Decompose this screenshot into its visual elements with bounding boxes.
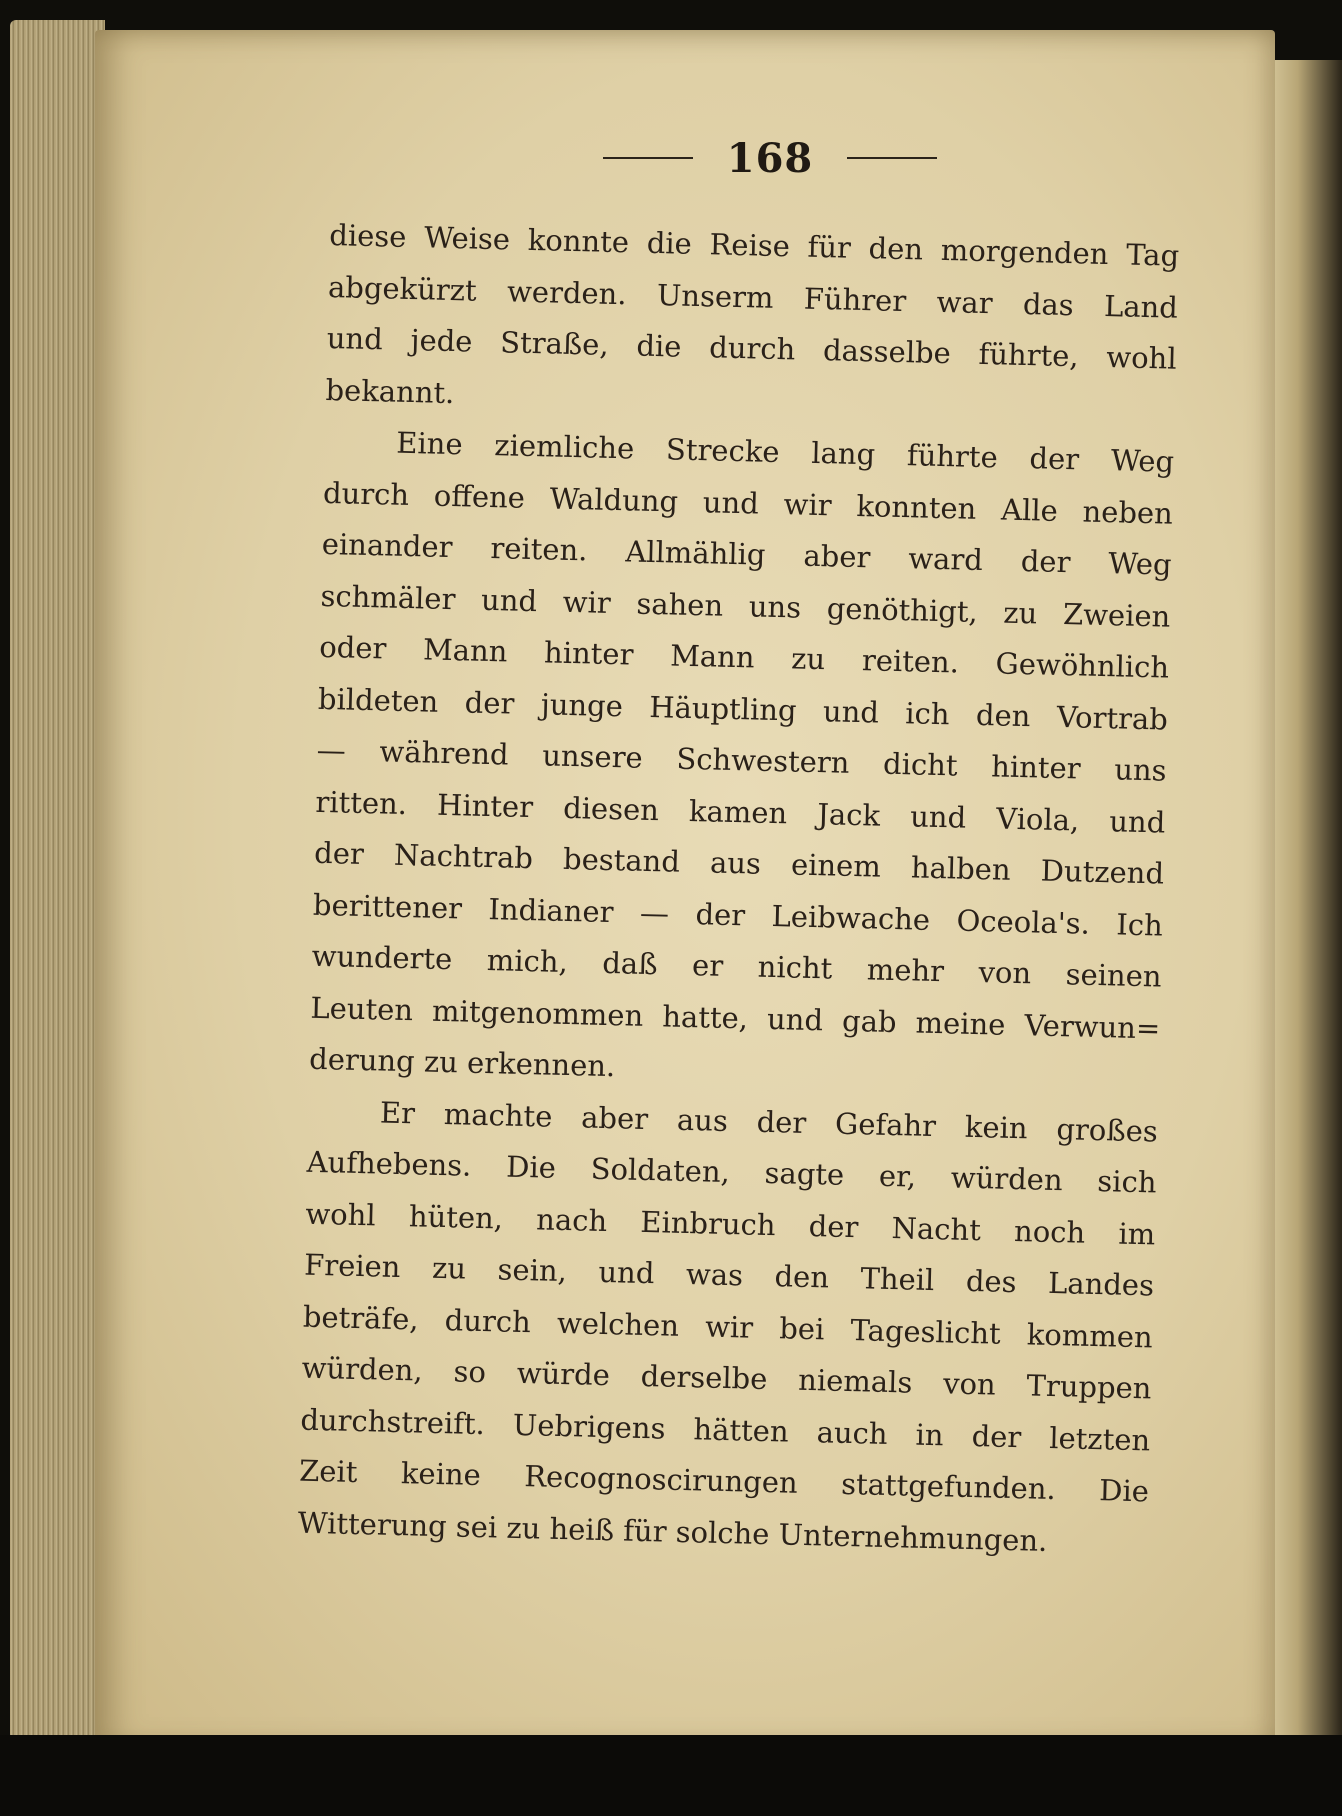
text-line: Zeit keine Recognoscirungen stattgefunden. Die xyxy=(298,1453,1150,1509)
text-line: wohl hüten, nach Einbruch der Nacht noch im xyxy=(305,1196,1156,1251)
paragraph xyxy=(297,1085,1158,1569)
text-line: — während unsere Schwestern dicht hinter uns xyxy=(316,732,1167,788)
background-shadow xyxy=(0,1735,1342,1816)
text-line: bildeten der junge Häuptling und ich den Vortrab xyxy=(317,681,1169,737)
text-line: schmäler und wir sahen uns genöthigt, zu Zweien xyxy=(320,578,1171,634)
text-line: durchstreift. Uebrigens hätten auch in der letzten xyxy=(300,1402,1151,1457)
text-line: berittener Indianer — der Leibwache Oceola's. Ich xyxy=(312,887,1164,943)
text-line: Eine ziemliche Strecke lang führte der Weg xyxy=(395,425,1175,479)
text-line: beträfe, durch welchen wir bei Tageslicht kommen xyxy=(302,1299,1154,1354)
text-line: ritten. Hinter diesen kamen Jack und Viola, und xyxy=(315,784,1166,840)
page-header xyxy=(580,128,960,188)
text-line: und jede Straße, die durch dasselbe führte, wohl xyxy=(326,320,1178,376)
text-line: diese Weise konnte die Reise für den morgenden Tag xyxy=(328,217,1180,273)
text-line: einander reiten. Allmählig aber ward der Weg xyxy=(321,526,1173,582)
text-line: Freien zu sein, und was den Theil des Landes xyxy=(303,1247,1155,1303)
text-line: derung zu erkennen. xyxy=(308,1041,616,1084)
text-line: der Nachtrab bestand aus einem halben Dutzend xyxy=(313,835,1165,891)
text-line: oder Mann hinter Mann zu reiten. Gewöhnlich xyxy=(318,629,1170,685)
text-line: Er machte aber aus der Gefahr kein großes xyxy=(379,1094,1159,1148)
page-stack-edges xyxy=(10,20,105,1740)
paragraph xyxy=(325,210,1180,437)
text-line: würden, so würde derselbe niemals von Truppen xyxy=(301,1350,1152,1406)
text-line: Leuten mitgenommen hatte, und gab meine Verwun= xyxy=(310,990,1161,1046)
header-rule-right xyxy=(847,157,937,159)
text-line: Aufhebens. Die Soldaten, sagte er, würden sich xyxy=(306,1144,1157,1200)
page-number: 168 xyxy=(726,134,814,182)
text-line: bekannt. xyxy=(325,372,455,410)
paragraph xyxy=(309,416,1175,1106)
text-line: durch offene Waldung und wir konnten Alle neben xyxy=(322,475,1174,531)
body-text xyxy=(297,210,1179,1569)
header-rule-left xyxy=(603,157,693,159)
text-line: Witterung sei zu heiß für solche Unternehmungen. xyxy=(297,1505,1048,1558)
binding-edge xyxy=(1268,60,1342,1760)
text-line: wunderte mich, daß er nicht mehr von seinen xyxy=(311,938,1162,994)
text-line: abgekürzt werden. Unserm Führer war das Land xyxy=(327,269,1179,325)
